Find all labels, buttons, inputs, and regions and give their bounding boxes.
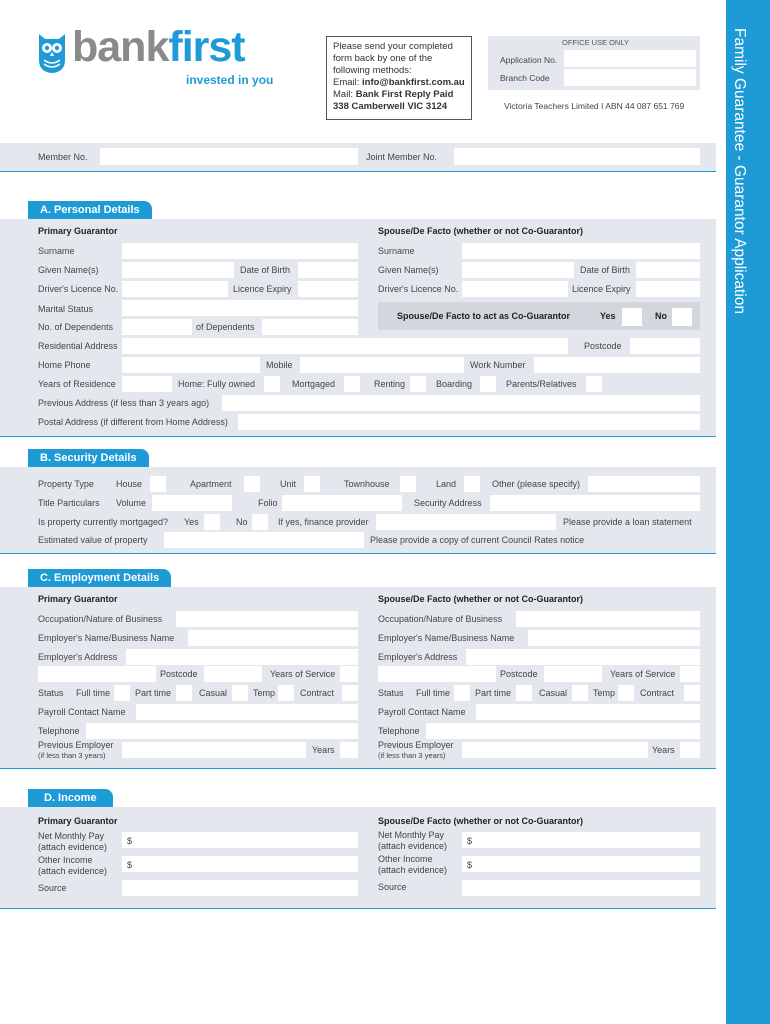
section-b-tab: B. Security Details <box>28 449 149 467</box>
unit-checkbox[interactable] <box>304 476 320 492</box>
application-no-label: Application No. <box>500 55 558 65</box>
postal-address-field[interactable] <box>238 414 700 430</box>
spouse-contract-checkbox[interactable] <box>684 685 700 701</box>
emp-spouse-heading: Spouse/De Facto (whether or not Co-Guarantor) <box>378 594 584 604</box>
telephone-label: Telephone <box>38 726 80 736</box>
personal-spouse-heading: Spouse/De Facto (whether or not Co-Guarantor) <box>378 226 584 236</box>
owl-icon <box>36 30 68 74</box>
renting-checkbox[interactable] <box>410 376 426 392</box>
years-service-field[interactable] <box>340 666 358 682</box>
brand-bank: bank <box>72 23 169 71</box>
spouse-payroll-label: Payroll Contact Name <box>378 707 466 717</box>
spouse-other-income-label: Other Income <box>378 854 433 864</box>
prev-employer-label: Previous Employer <box>38 740 114 750</box>
email-address: info@bankfirst.com.au <box>362 77 465 88</box>
mortgaged-yes-label: Yes <box>184 517 199 527</box>
spouse-employer-name-label: Employer's Name/Business Name <box>378 633 515 643</box>
other-income-currency: $ <box>127 860 133 870</box>
dob-label: Date of Birth <box>240 265 291 275</box>
section-c-tab: C. Employment Details <box>28 569 171 587</box>
house-label: House <box>116 479 143 489</box>
postcode-label: Postcode <box>584 341 622 351</box>
spouse-emp-postcode-field[interactable] <box>544 666 602 682</box>
postcode-field[interactable] <box>630 338 700 354</box>
boarding-checkbox[interactable] <box>480 376 496 392</box>
finance-provider-field[interactable] <box>376 514 556 530</box>
home-phone-field[interactable] <box>122 357 260 373</box>
net-pay-field[interactable] <box>122 832 358 848</box>
spouse-telephone-field[interactable] <box>426 723 700 739</box>
send-line2: form back by one of the <box>333 53 433 64</box>
spouse-net-pay-field[interactable] <box>462 832 700 848</box>
joint-member-no-label: Joint Member No. <box>366 152 438 162</box>
spouse-given-names-field[interactable] <box>462 262 574 278</box>
emp-postcode-label: Postcode <box>160 669 198 679</box>
spouse-payroll-field[interactable] <box>476 704 700 720</box>
personal-primary-heading: Primary Guarantor <box>38 226 118 236</box>
surname-label: Surname <box>38 246 75 256</box>
spouse-other-income-field[interactable] <box>462 856 700 872</box>
prev-employer-field[interactable] <box>122 742 306 758</box>
spouse-employer-address-label: Employer's Address <box>378 652 458 662</box>
years-res-field[interactable] <box>122 376 172 392</box>
expiry-label: Licence Expiry <box>233 284 292 294</box>
employer-address-line2[interactable] <box>38 666 156 682</box>
casual-checkbox[interactable] <box>232 685 248 701</box>
spouse-emp-postcode-label: Postcode <box>500 669 538 679</box>
security-address-label: Security Address <box>414 498 482 508</box>
joint-member-no-field[interactable] <box>454 148 700 165</box>
townhouse-label: Townhouse <box>344 479 390 489</box>
security-address-field[interactable] <box>490 495 700 511</box>
mobile-field[interactable] <box>300 357 464 373</box>
coguarantor-yes-label: Yes <box>600 311 616 321</box>
estimated-value-label: Estimated value of property <box>38 535 148 545</box>
coguarantor-no-checkbox[interactable] <box>672 308 692 326</box>
dependents-field[interactable] <box>122 319 192 335</box>
net-pay-attach: (attach evidence) <box>38 842 108 852</box>
estimated-value-field[interactable] <box>164 532 364 548</box>
unit-label: Unit <box>280 479 297 489</box>
spouse-employer-name-field[interactable] <box>528 630 700 646</box>
parents-label: Parents/Relatives <box>506 379 577 389</box>
casual-label: Casual <box>199 688 228 698</box>
emp-primary-heading: Primary Guarantor <box>38 594 118 604</box>
other-field[interactable] <box>588 476 700 492</box>
expiry-field[interactable] <box>298 281 358 297</box>
prev-address-field[interactable] <box>222 395 700 411</box>
temp-checkbox[interactable] <box>278 685 294 701</box>
marital-label: Marital Status <box>38 304 94 314</box>
other-income-attach: (attach evidence) <box>38 866 108 876</box>
occupation-label: Occupation/Nature of Business <box>38 614 163 624</box>
spouse-expiry-field[interactable] <box>636 281 700 297</box>
licence-field[interactable] <box>122 281 228 297</box>
boarding-label: Boarding <box>436 379 473 389</box>
spouse-years-service-field[interactable] <box>680 666 700 682</box>
renting-label: Renting <box>374 379 406 389</box>
spouse-prev-years-field[interactable] <box>680 742 700 758</box>
logo <box>36 23 286 88</box>
spouse-casual-label: Casual <box>539 688 568 698</box>
employer-address-field[interactable] <box>126 649 358 665</box>
folio-field[interactable] <box>282 495 402 511</box>
work-number-field[interactable] <box>534 357 700 373</box>
spouse-prev-employer-label: Previous Employer <box>378 740 454 750</box>
income-primary-heading: Primary Guarantor <box>38 816 118 826</box>
spouse-given-names-label: Given Name(s) <box>378 265 439 275</box>
spouse-surname-label: Surname <box>378 246 415 256</box>
spouse-casual-checkbox[interactable] <box>572 685 588 701</box>
loan-statement-note: Please provide a loan statement <box>563 517 692 527</box>
full-time-label: Full time <box>76 688 111 698</box>
years-service-label: Years of Service <box>270 669 336 679</box>
spouse-telephone-label: Telephone <box>378 726 420 736</box>
spouse-other-income-attach: (attach evidence) <box>378 865 448 875</box>
application-no-field[interactable] <box>564 50 696 67</box>
source-field[interactable] <box>122 880 358 896</box>
prev-employer-note: (if less than 3 years) <box>38 751 106 760</box>
apartment-checkbox[interactable] <box>244 476 260 492</box>
home-owned-checkbox[interactable] <box>264 376 280 392</box>
spouse-licence-field[interactable] <box>462 281 568 297</box>
parents-checkbox[interactable] <box>586 376 602 392</box>
house-checkbox[interactable] <box>150 476 166 492</box>
employer-name-field[interactable] <box>188 630 358 646</box>
send-instructions-box <box>326 36 472 120</box>
spouse-dob-field[interactable] <box>636 262 700 278</box>
spouse-other-income-currency: $ <box>467 860 473 870</box>
occupation-field[interactable] <box>176 611 358 627</box>
spouse-net-pay-attach: (attach evidence) <box>378 841 448 851</box>
section-d-tab: D. Income <box>28 789 113 807</box>
emp-postcode-field[interactable] <box>204 666 262 682</box>
spouse-occupation-label: Occupation/Nature of Business <box>378 614 503 624</box>
volume-field[interactable] <box>152 495 232 511</box>
mail-line2: 338 Camberwell VIC 3124 <box>333 101 448 112</box>
ages-label: of Dependents <box>196 322 255 332</box>
spouse-temp-label: Temp <box>593 688 616 698</box>
net-pay-currency: $ <box>127 836 133 846</box>
given-names-label: Given Name(s) <box>38 265 99 275</box>
postal-address-label: Postal Address (if different from Home Address) <box>38 417 228 427</box>
spouse-full-time-label: Full time <box>416 688 451 698</box>
land-checkbox[interactable] <box>464 476 480 492</box>
spouse-full-time-checkbox[interactable] <box>454 685 470 701</box>
spouse-source-field[interactable] <box>462 880 700 896</box>
spouse-licence-label: Driver's Licence No. <box>378 284 459 294</box>
source-label: Source <box>38 883 67 893</box>
office-use-box <box>488 36 700 90</box>
spouse-status-label: Status <box>378 688 404 698</box>
spouse-contract-label: Contract <box>640 688 675 698</box>
other-income-field[interactable] <box>122 856 358 872</box>
work-number-label: Work Number <box>470 360 526 370</box>
send-line1: Please send your completed <box>333 41 453 52</box>
dob-field[interactable] <box>298 262 358 278</box>
spouse-expiry-label: Licence Expiry <box>572 284 631 294</box>
spouse-occupation-field[interactable] <box>516 611 700 627</box>
status-label: Status <box>38 688 64 698</box>
branch-code-field[interactable] <box>564 69 696 86</box>
spouse-employer-address-field[interactable] <box>466 649 700 665</box>
other-label: Other (please specify) <box>492 479 581 489</box>
spouse-prev-years-label: Years <box>652 745 675 755</box>
full-time-checkbox[interactable] <box>114 685 130 701</box>
contract-label: Contract <box>300 688 335 698</box>
spouse-net-pay-currency: $ <box>467 836 473 846</box>
home-phone-label: Home Phone <box>38 360 91 370</box>
mortgaged-label: Mortgaged <box>292 379 336 389</box>
marital-field[interactable] <box>122 300 358 316</box>
tagline: invested in you <box>186 73 274 87</box>
dependents-label: No. of Dependents <box>38 322 114 332</box>
mortgaged-no-label: No <box>236 517 248 527</box>
rates-notice-note: Please provide a copy of current Council Rates notice <box>370 535 585 545</box>
branch-code-label: Branch Code <box>500 73 550 83</box>
payroll-label: Payroll Contact Name <box>38 707 126 717</box>
spouse-source-label: Source <box>378 882 407 892</box>
spouse-years-service-label: Years of Service <box>610 669 676 679</box>
mail-label: Mail: <box>333 89 356 100</box>
part-time-checkbox[interactable] <box>176 685 192 701</box>
mortgaged-question-label: Is property currently mortgaged? <box>38 517 169 527</box>
address-field[interactable] <box>122 338 568 354</box>
employer-name-label: Employer's Name/Business Name <box>38 633 175 643</box>
other-income-label: Other Income <box>38 855 93 865</box>
spouse-net-pay-label: Net Monthly Pay <box>378 830 445 840</box>
office-use-title: OFFICE USE ONLY <box>562 38 629 47</box>
spouse-part-time-checkbox[interactable] <box>516 685 532 701</box>
prev-address-label: Previous Address (if less than 3 years ago) <box>38 398 210 408</box>
spouse-part-time-label: Part time <box>475 688 512 698</box>
surname-field[interactable] <box>122 243 358 259</box>
send-line3: following methods: <box>333 65 412 76</box>
telephone-field[interactable] <box>86 723 358 739</box>
temp-label: Temp <box>253 688 276 698</box>
spouse-dob-label: Date of Birth <box>580 265 631 275</box>
folio-label: Folio <box>258 498 278 508</box>
payroll-field[interactable] <box>136 704 358 720</box>
apartment-label: Apartment <box>190 479 232 489</box>
spouse-prev-employer-note: (if less than 3 years) <box>378 751 446 760</box>
spouse-surname-field[interactable] <box>462 243 700 259</box>
part-time-label: Part time <box>135 688 172 698</box>
income-spouse-heading: Spouse/De Facto (whether or not Co-Guarantor) <box>378 816 584 826</box>
spouse-employer-address-line2[interactable] <box>378 666 496 682</box>
mortgaged-checkbox[interactable] <box>344 376 360 392</box>
spouse-prev-employer-field[interactable] <box>462 742 648 758</box>
licence-label: Driver's Licence No. <box>38 284 119 294</box>
employer-address-label: Employer's Address <box>38 652 118 662</box>
years-res-label: Years of Residence <box>38 379 116 389</box>
volume-label: Volume <box>116 498 147 508</box>
coguarantor-yes-checkbox[interactable] <box>622 308 642 326</box>
coguarantor-no-label: No <box>655 311 667 321</box>
finance-provider-label: If yes, finance provider <box>278 517 369 527</box>
section-a-tab: A. Personal Details <box>28 201 152 219</box>
mail-line1: Bank First Reply Paid <box>355 89 454 100</box>
mortgaged-yes-checkbox[interactable] <box>204 514 220 530</box>
company-line: Victoria Teachers Limited I ABN 44 087 651 769 <box>504 101 685 111</box>
contract-checkbox[interactable] <box>342 685 358 701</box>
ages-field[interactable] <box>262 319 358 335</box>
address-label: Residential Address <box>38 341 118 351</box>
mobile-label: Mobile <box>266 360 293 370</box>
brand-first: first <box>168 23 245 71</box>
email-label: Email: <box>333 77 363 88</box>
prev-years-field[interactable] <box>340 742 358 758</box>
land-label: Land <box>436 479 457 489</box>
property-type-label: Property Type <box>38 479 94 489</box>
member-no-field[interactable] <box>100 148 358 165</box>
prev-years-label: Years <box>312 745 335 755</box>
mortgaged-no-checkbox[interactable] <box>252 514 268 530</box>
townhouse-checkbox[interactable] <box>400 476 416 492</box>
title-particulars-label: Title Particulars <box>38 498 100 508</box>
net-pay-label: Net Monthly Pay <box>38 831 105 841</box>
coguarantor-label: Spouse/De Facto to act as Co-Guarantor <box>397 311 571 321</box>
member-no-label: Member No. <box>38 152 88 162</box>
home-owned-label: Home: Fully owned <box>178 379 256 389</box>
given-names-field[interactable] <box>122 262 234 278</box>
sidebar-title: Family Guarantee - Guarantor Application <box>731 28 748 315</box>
spouse-temp-checkbox[interactable] <box>618 685 634 701</box>
